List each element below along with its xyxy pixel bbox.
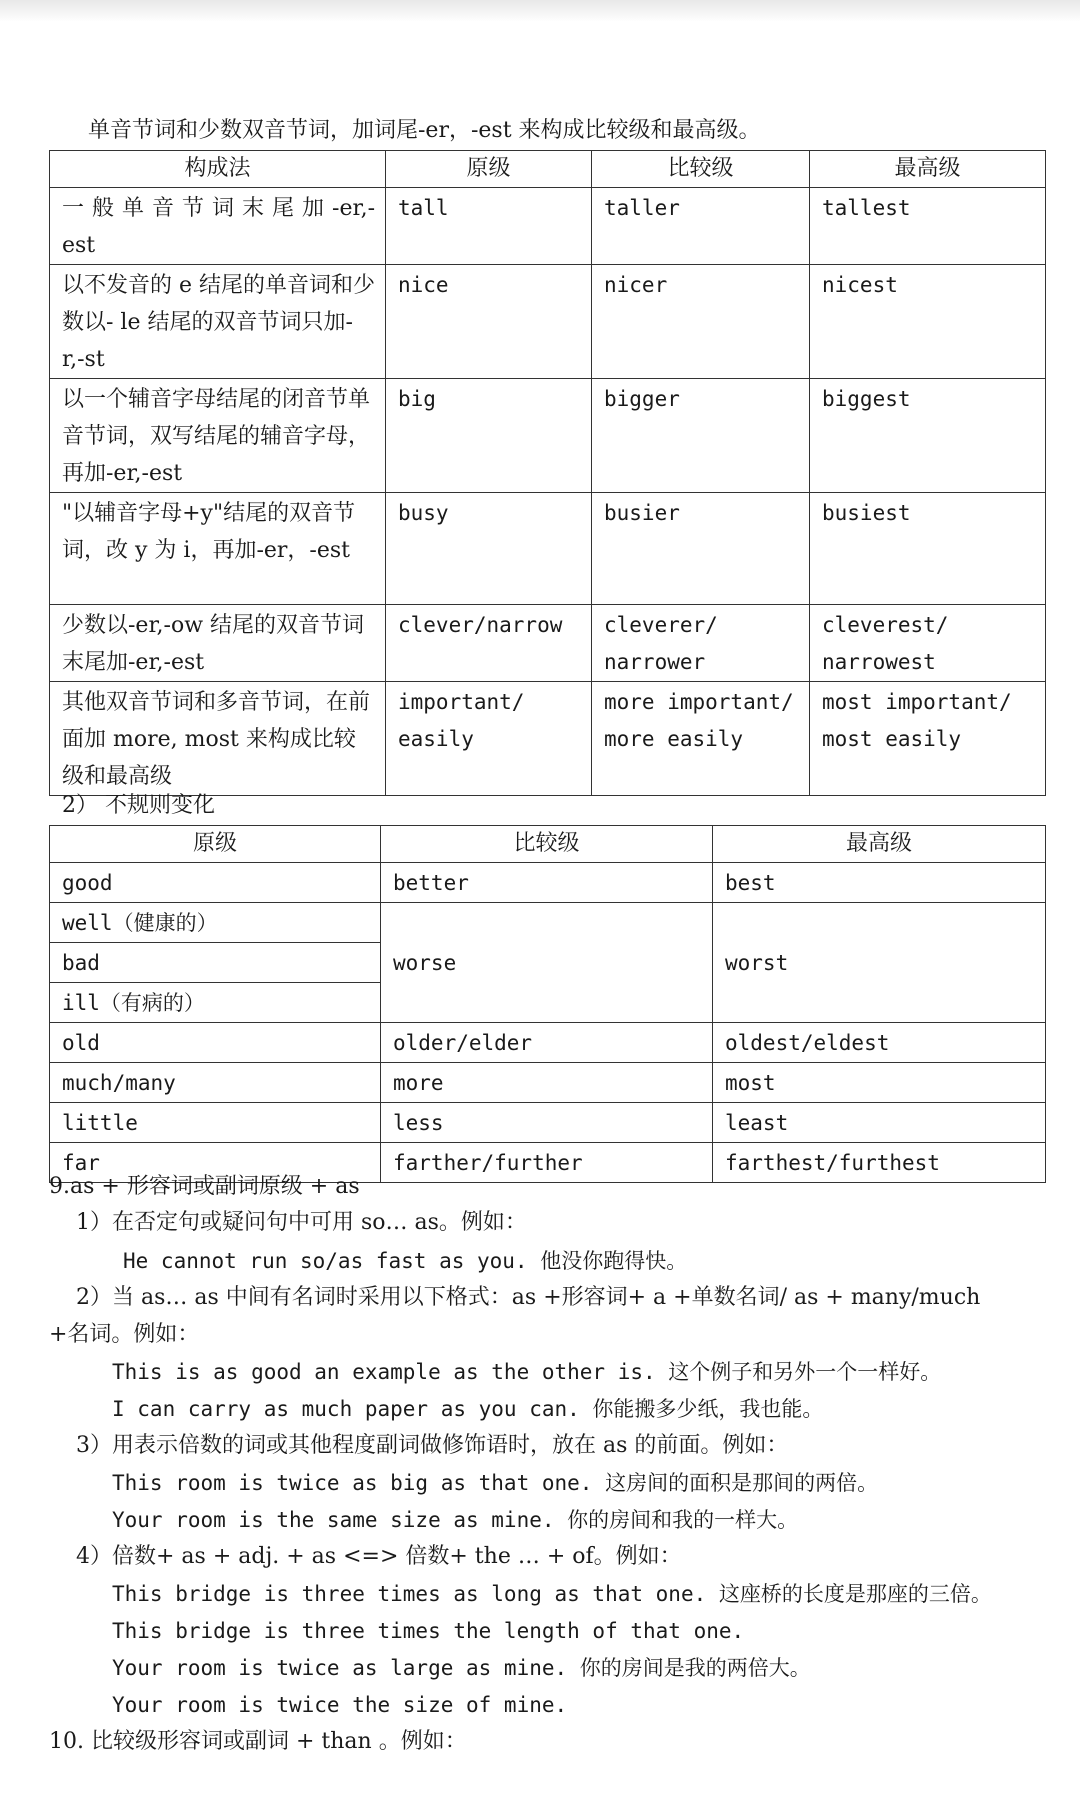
irregular-heading: 2） 不规则变化 [62,793,215,818]
table-row [50,379,1046,493]
table-row [50,903,1046,943]
comparative-cell: busier [592,493,810,605]
base-cell: much/many [50,1063,381,1103]
base-cell: nice [386,265,592,379]
rule-cell: 以不发音的 e 结尾的单音词和少数以- le 结尾的双音节词只加-r,-st [50,265,386,379]
example-sentence: Your room is twice the size of mine. [112,1693,568,1717]
example-sentence: Your room is twice as large as mine. 你的房间是我的两倍大。 [112,1656,811,1680]
superlative-cell: biggest [810,379,1046,493]
table-header-row [50,151,1046,188]
rule-2: 2）当 as… as 中间有名词时采用以下格式：as +形容词+ a +单数名词/ as + many/much [76,1285,981,1310]
comparative-cell: farther/further [381,1143,713,1183]
example-sentence: This room is twice as big as that one. 这房间的面积是那间的两倍。 [112,1471,879,1495]
regular-comparison-table [49,150,1046,796]
base-cell: tall [386,188,592,265]
rule-cell: "以辅音字母+y"结尾的双音节词，改 y 为 i，再加-er，-est [50,493,386,605]
table-row [50,493,1046,605]
table-row [50,188,1046,265]
table-row [50,1103,1046,1143]
comparative-cell: older/elder [381,1023,713,1063]
base-cell: ill（有病的） [50,983,381,1023]
table-row [50,605,1046,682]
superlative-cell: nicest [810,265,1046,379]
header-superlative: 最高级 [713,826,1046,863]
base-cell: important/ easily [386,682,592,796]
base-cell: little [50,1103,381,1143]
base-cell: big [386,379,592,493]
superlative-cell: most important/ most easily [810,682,1046,796]
rule-3: 3）用表示倍数的词或其他程度副词做修饰语时，放在 as 的前面。例如： [76,1433,789,1458]
rule-cell: 少数以-er,-ow 结尾的双音节词末尾加-er,-est [50,605,386,682]
base-cell: busy [386,493,592,605]
table-row [50,1023,1046,1063]
rule-cell: 一 般 单 音 节 词 末 尾 加 -er,-est [50,188,386,265]
superlative-cell: least [713,1103,1046,1143]
example-sentence: This bridge is three times as long as that one. 这座桥的长度是那座的三倍。 [112,1582,992,1606]
section-heading-10: 10. 比较级形容词或副词 + than 。例如： [49,1729,467,1754]
comparative-cell: more [381,1063,713,1103]
base-cell: well（健康的） [50,903,381,943]
superlative-cell: tallest [810,188,1046,265]
intro-text: 单音节词和少数双音节词，加词尾-er，-est 来构成比较级和最高级。 [88,118,761,143]
superlative-cell: best [713,863,1046,903]
base-cell: good [50,863,381,903]
superlative-cell: cleverest/ narrowest [810,605,1046,682]
rule-cell: 其他双音节词和多音节词，在前面加 more, most 来构成比较级和最高级 [50,682,386,796]
example-sentence: I can carry as much paper as you can. 你能搬多少纸，我也能。 [112,1397,824,1421]
section-heading-9: 9.as + 形容词或副词原级 + as [49,1174,360,1199]
comparative-cell: cleverer/ narrower [592,605,810,682]
comparative-cell: bigger [592,379,810,493]
base-cell: clever/narrow [386,605,592,682]
rule-2-continued: +名词。例如： [49,1322,200,1347]
example-sentence: Your room is the same size as mine. 你的房间和我的一样大。 [112,1508,799,1532]
base-cell: old [50,1023,381,1063]
base-cell: far [50,1143,381,1183]
comparative-cell: worse [381,903,713,1023]
example-sentence: He cannot run so/as fast as you. 他没你跑得快。 [123,1249,688,1273]
comparative-cell: more important/ more easily [592,682,810,796]
superlative-cell: busiest [810,493,1046,605]
table-header-row [50,826,1046,863]
header-base: 原级 [386,151,592,188]
example-sentence: This bridge is three times the length of that one. [112,1619,745,1643]
table-row [50,265,1046,379]
irregular-comparison-table [49,825,1046,1183]
comparative-cell: taller [592,188,810,265]
base-cell: bad [50,943,381,983]
rule-4: 4）倍数+ as + adj. + as <=> 倍数+ the … + of。例如： [76,1544,682,1569]
table-row [50,682,1046,796]
example-sentence: This is as good an example as the other is. 这个例子和另外一个一样好。 [112,1360,942,1384]
header-method: 构成法 [50,151,386,188]
header-superlative: 最高级 [810,151,1046,188]
superlative-cell: worst [713,903,1046,1023]
table-row [50,863,1046,903]
header-base: 原级 [50,826,381,863]
comparative-cell: better [381,863,713,903]
superlative-cell: oldest/eldest [713,1023,1046,1063]
table-row [50,1063,1046,1103]
rule-cell: 以一个辅音字母结尾的闭音节单音节词，双写结尾的辅音字母，再加-er,-est [50,379,386,493]
header-comparative: 比较级 [592,151,810,188]
rule-1: 1）在否定句或疑问句中可用 so… as。例如： [76,1210,527,1235]
comparative-cell: less [381,1103,713,1143]
superlative-cell: farthest/furthest [713,1143,1046,1183]
superlative-cell: most [713,1063,1046,1103]
comparative-cell: nicer [592,265,810,379]
header-comparative: 比较级 [381,826,713,863]
